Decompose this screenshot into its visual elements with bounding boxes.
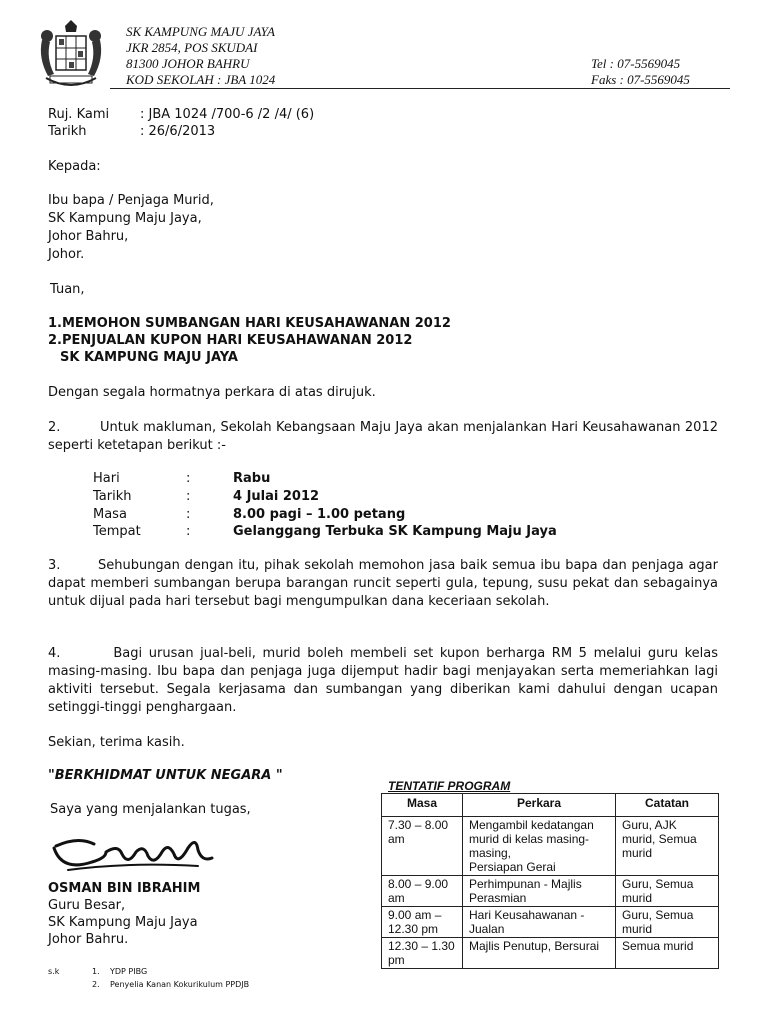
column-header: Catatan bbox=[616, 794, 719, 817]
school-crest-icon bbox=[32, 18, 110, 96]
paragraph-number: 2. bbox=[48, 420, 61, 435]
table-row bbox=[382, 817, 719, 876]
detail-label: Masa bbox=[93, 507, 127, 522]
masa-cell: 7.30 – 8.00 am bbox=[382, 817, 463, 876]
kepada-label: Kepada: bbox=[48, 159, 101, 174]
telephone: Tel : 07-5569045 bbox=[591, 56, 681, 71]
detail-sep: : bbox=[186, 471, 191, 486]
motto: "BERKHIDMAT UNTUK NEGARA " bbox=[48, 768, 283, 783]
date-label: Tarikh bbox=[48, 124, 87, 139]
closing: Sekian, terima kasih. bbox=[48, 735, 185, 750]
detail-sep: : bbox=[186, 507, 191, 522]
column-header: Masa bbox=[382, 794, 463, 817]
detail-label: Tempat bbox=[93, 524, 141, 539]
sk-item-number: 2. bbox=[92, 980, 100, 989]
tugas-line: Saya yang menjalankan tugas, bbox=[50, 802, 251, 817]
signatory-school: SK Kampung Maju Jaya bbox=[48, 915, 198, 930]
recipient-line: SK Kampung Maju Jaya, bbox=[48, 211, 202, 226]
column-header: Perkara bbox=[463, 794, 616, 817]
detail-sep: : bbox=[186, 489, 191, 504]
detail-value: 8.00 pagi – 1.00 petang bbox=[233, 507, 406, 522]
sk-label: s.k bbox=[48, 967, 60, 976]
detail-value: Rabu bbox=[233, 471, 271, 486]
signatory-title: Guru Besar, bbox=[48, 898, 126, 913]
date-value: : 26/6/2013 bbox=[140, 124, 216, 139]
table-row bbox=[382, 876, 719, 907]
detail-label: Tarikh bbox=[93, 489, 132, 504]
header-divider bbox=[110, 88, 730, 89]
perkara-cell: Hari Keusahawanan - Jualan bbox=[463, 907, 616, 938]
paragraph-number: 4. bbox=[48, 646, 61, 661]
sk-item-text: YDP PIBG bbox=[110, 967, 148, 976]
signatory-city: Johor Bahru. bbox=[48, 932, 129, 947]
paragraph-text: Untuk makluman, Sekolah Kebangsaan Maju Jaya akan menjalankan Hari Keusahawanan 2012 seperti ketetapan berikut :- bbox=[48, 420, 718, 453]
detail-label: Hari bbox=[93, 471, 120, 486]
ref-value: : JBA 1024 /700-6 /2 /4/ (6) bbox=[140, 107, 315, 122]
subject-line: SK KAMPUNG MAJU JAYA bbox=[60, 350, 238, 365]
detail-value: Gelanggang Terbuka SK Kampung Maju Jaya bbox=[233, 524, 557, 539]
paragraph-3 bbox=[48, 557, 718, 611]
school-postcode-line: 81300 JOHOR BAHRU bbox=[126, 56, 250, 71]
catatan-cell: Semua murid bbox=[616, 938, 719, 969]
perkara-cell: Majlis Penutup, Bersurai bbox=[463, 938, 616, 969]
school-code: KOD SEKOLAH : JBA 1024 bbox=[126, 72, 276, 87]
recipient-line: Ibu bapa / Penjaga Murid, bbox=[48, 193, 214, 208]
tentatif-table bbox=[381, 793, 719, 969]
school-address-line: JKR 2854, POS SKUDAI bbox=[126, 40, 258, 55]
recipient-line: Johor Bahru, bbox=[48, 229, 129, 244]
paragraph-text: Bagi urusan jual-beli, murid boleh membeli set kupon berharga RM 5 melalui guru kelas masing-masing. Ibu bapa dan penjaga juga dijemput hadir bagi menjayakan serta memeriahkan lagi aktiviti tersebut. Segala kerjasama dan sumbangan yang diberikan kami dahului dengan ucapan setinggi-tinggi penghargaan. bbox=[48, 646, 719, 715]
ref-label: Ruj. Kami bbox=[48, 107, 110, 122]
recipient-line: Johor. bbox=[48, 247, 85, 262]
catatan-cell: Guru, Semua murid bbox=[616, 876, 719, 907]
school-name: SK KAMPUNG MAJU JAYA bbox=[126, 24, 275, 39]
perkara-cell: Perhimpunan - Majlis Perasmian bbox=[463, 876, 616, 907]
table-row bbox=[382, 907, 719, 938]
table-header-row bbox=[382, 794, 719, 817]
subject-line: 2.PENJUALAN KUPON HARI KEUSAHAWANAN 2012 bbox=[48, 333, 413, 348]
catatan-cell: Guru, Semua murid bbox=[616, 907, 719, 938]
perkara-cell: Mengambil kedatangan murid di kelas masing-masing, Persiapan Gerai bbox=[463, 817, 616, 876]
sk-item-text: Penyelia Kanan Kokurikulum PPDJB bbox=[110, 980, 250, 989]
catatan-cell: Guru, AJK murid, Semua murid bbox=[616, 817, 719, 876]
signatory-name: OSMAN BIN IBRAHIM bbox=[48, 881, 201, 896]
paragraph-number: 3. bbox=[48, 558, 61, 573]
paragraph-4 bbox=[48, 645, 718, 717]
handwritten-signature bbox=[48, 832, 218, 877]
masa-cell: 8.00 – 9.00 am bbox=[382, 876, 463, 907]
subject-line: 1.MEMOHON SUMBANGAN HARI KEUSAHAWANAN 2012 bbox=[48, 316, 451, 331]
paragraph-text: Sehubungan dengan itu, pihak sekolah memohon jasa baik semua ibu bapa dan penjaga agar dapat memberi sumbangan berupa barangan runcit seperti gula, tepung, susu pekat dan sebagainya untuk dijual pada hari tersebut bagi mengumpulkan dana keceriaan sekolah. bbox=[48, 558, 718, 609]
opening-sentence: Dengan segala hormatnya perkara di atas dirujuk. bbox=[48, 385, 376, 400]
fax: Faks : 07-5569045 bbox=[591, 72, 690, 87]
paragraph-2 bbox=[48, 419, 718, 455]
salutation: Tuan, bbox=[50, 282, 85, 297]
tentatif-title: TENTATIF PROGRAM bbox=[388, 779, 511, 793]
masa-cell: 9.00 am – 12.30 pm bbox=[382, 907, 463, 938]
masa-cell: 12.30 – 1.30 pm bbox=[382, 938, 463, 969]
sk-item-number: 1. bbox=[92, 967, 100, 976]
detail-sep: : bbox=[186, 524, 191, 539]
table-row bbox=[382, 938, 719, 969]
detail-value: 4 Julai 2012 bbox=[233, 489, 320, 504]
